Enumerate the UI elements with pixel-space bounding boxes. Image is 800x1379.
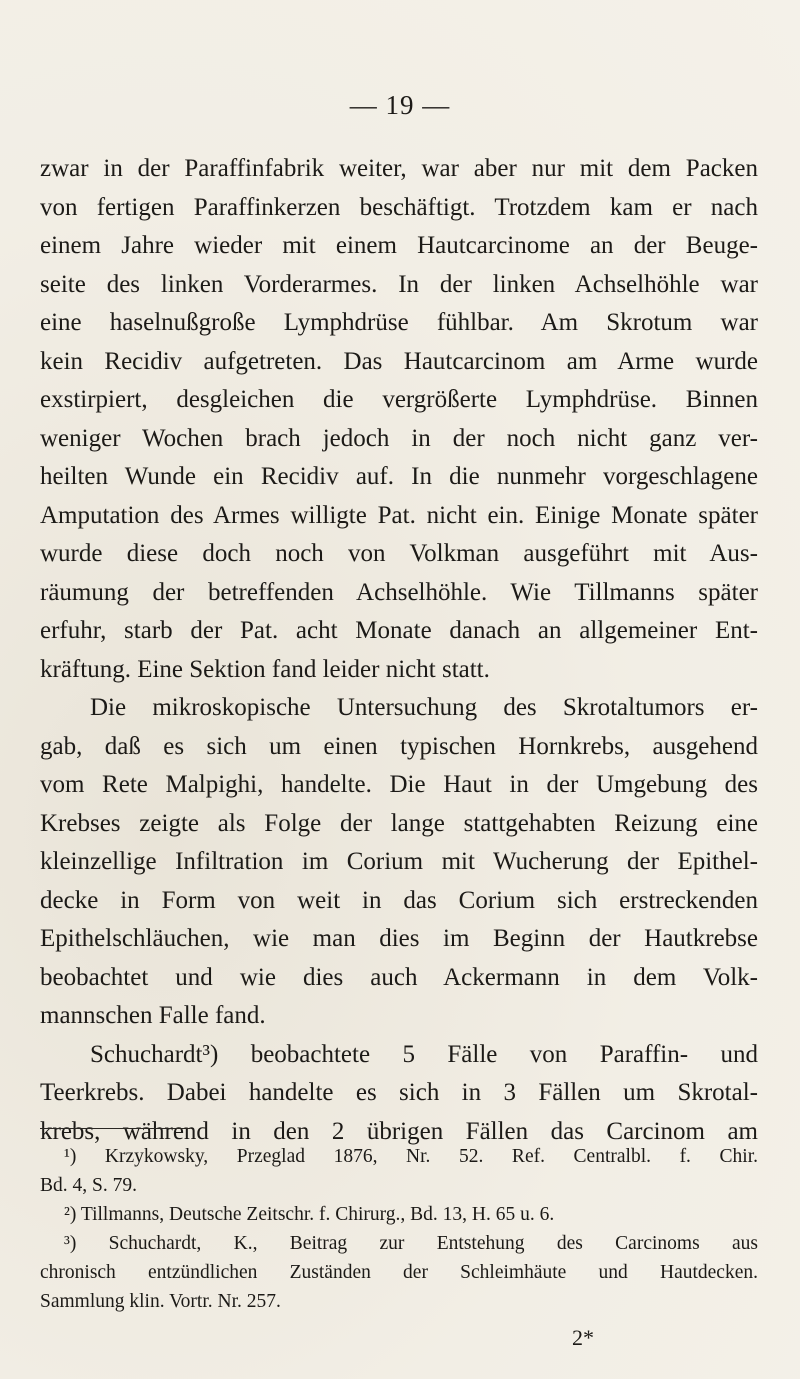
text-line: Krebses zeigte als Folge der lange stattgehabten Reizung eine [40, 809, 758, 837]
text-line: kleinzellige Infiltration im Corium mit Wucherung der Epithel- [40, 848, 758, 875]
text-line: von fertigen Paraffinkerzen beschäftigt. Trotzdem kam er nach [40, 193, 758, 221]
text-line: Schuchardt³) beobachtete 5 Fälle von Paraffin- und [90, 1040, 758, 1068]
text-line: einem Jahre wieder mit einem Hautcarcinome an der Beuge- [40, 232, 758, 259]
text-line: Die mikroskopische Untersuchung des Skrotaltumors er- [90, 694, 758, 721]
text-line: vom Rete Malpighi, handelte. Die Haut in der Umgebung des [40, 771, 758, 798]
footnote-line: Bd. 4, S. 79. [40, 1175, 137, 1196]
text-line: mannschen Falle fand. [40, 1002, 266, 1029]
footnote-line: chronisch entzündlichen Zuständen der Schleimhäute und Hautdecken. [40, 1262, 758, 1283]
text-line: beobachtet und wie dies auch Ackermann in dem Volk- [40, 963, 758, 991]
text-line: seite des linken Vorderarmes. In der linken Achselhöhle war [40, 270, 758, 298]
text-line: erfuhr, starb der Pat. acht Monate danach an allgemeiner Ent- [40, 617, 758, 644]
text-line: decke in Form von weit in das Corium sich erstreckenden [40, 886, 758, 914]
text-line: Amputation des Armes willigte Pat. nicht ein. Einige Monate später [40, 501, 758, 529]
footnote-divider [40, 1128, 190, 1129]
text-line: weniger Wochen brach jedoch in der noch nicht ganz ver- [40, 424, 758, 452]
body-text [40, 150, 758, 1151]
text-line: Epithelschläuchen, wie man dies im Beginn der Hautkrebse [40, 925, 758, 952]
text-line: gab, daß es sich um einen typischen Hornkrebs, ausgehend [40, 732, 758, 760]
text-line: Teerkrebs. Dabei handelte es sich in 3 Fällen um Skrotal- [40, 1079, 758, 1106]
footnote-line: ²) Tillmanns, Deutsche Zeitschr. f. Chirurg., Bd. 13, H. 65 u. 6. [64, 1204, 555, 1225]
footnote-line: Sammlung klin. Vortr. Nr. 257. [40, 1291, 281, 1312]
text-line: kein Recidiv aufgetreten. Das Hautcarcinom am Arme wurde [40, 347, 758, 375]
text-line: kräftung. Eine Sektion fand leider nicht statt. [40, 655, 490, 683]
sheet-signature: 2* [572, 1325, 594, 1350]
footnotes [40, 1142, 758, 1316]
footnote-line: ¹) Krzykowsky, Przeglad 1876, Nr. 52. Ref. Centralbl. f. Chir. [64, 1146, 758, 1167]
page-number: — 19 — [349, 90, 451, 120]
footnote-line: ³) Schuchardt, K., Beitrag zur Entstehung des Carcinoms aus [64, 1233, 758, 1254]
text-line: zwar in der Paraffinfabrik weiter, war aber nur mit dem Packen [40, 155, 758, 182]
text-line: heilten Wunde ein Recidiv auf. In die nunmehr vorgeschlagene [40, 463, 758, 490]
text-line: räumung der betreffenden Achselhöhle. Wie Tillmanns später [40, 578, 758, 606]
text-line: eine haselnußgroße Lymphdrüse fühlbar. Am Skrotum war [40, 309, 758, 336]
text-line: wurde diese doch noch von Volkman ausgeführt mit Aus- [40, 540, 758, 567]
text-line: exstirpiert, desgleichen die vergrößerte Lymphdrüse. Binnen [40, 386, 758, 413]
text-line: krebs, während in den 2 übrigen Fällen das Carcinom am [40, 1117, 758, 1145]
